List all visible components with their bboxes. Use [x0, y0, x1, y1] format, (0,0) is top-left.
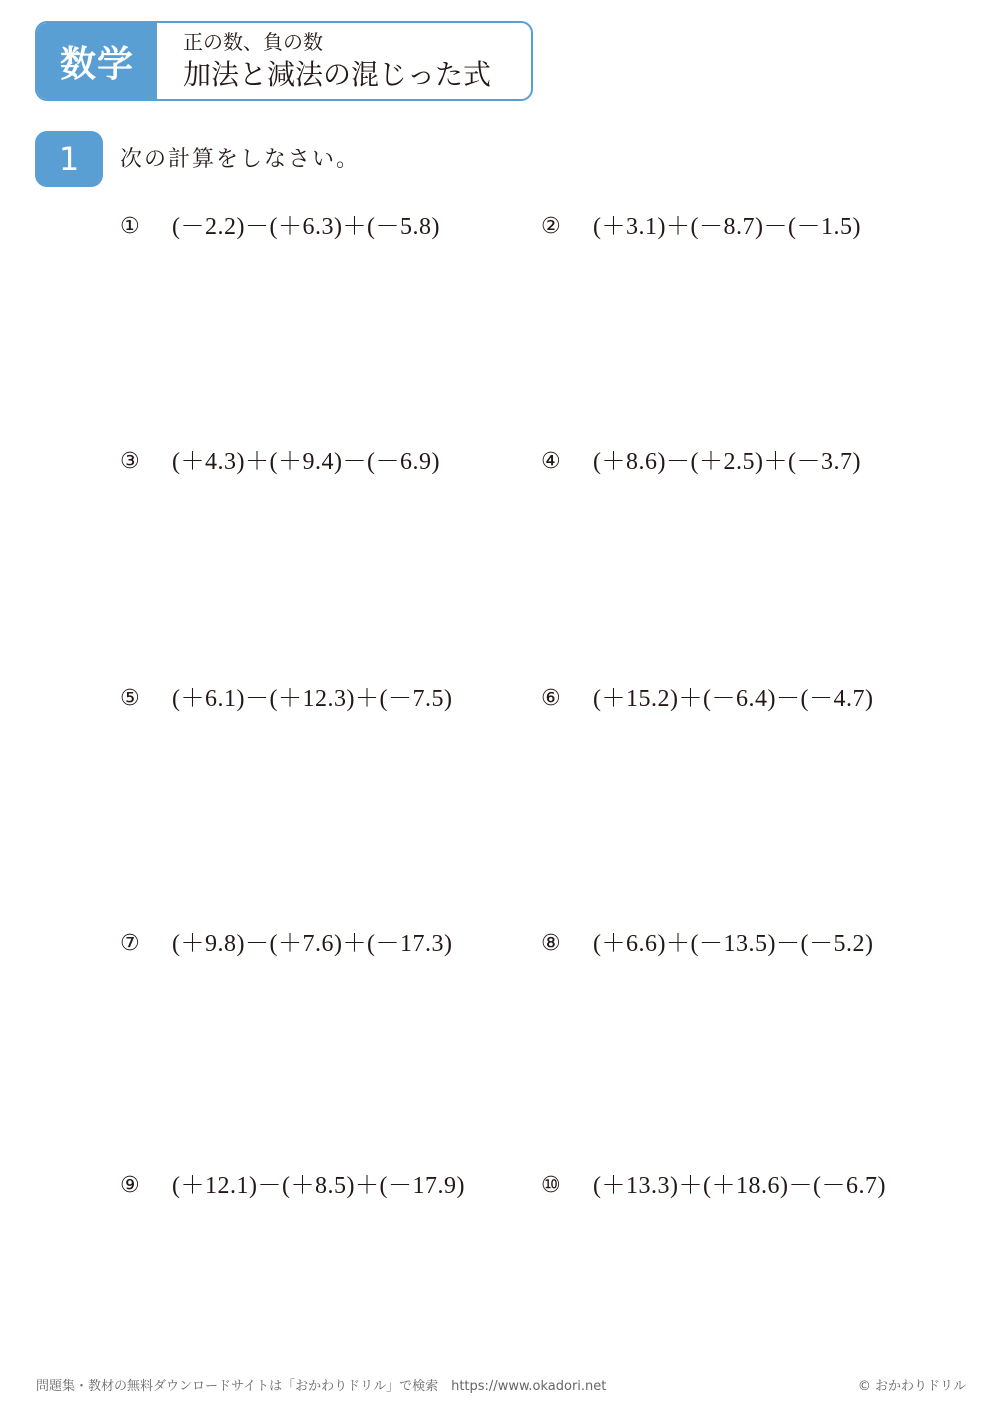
problem-expression: (＋9.8)－(＋7.6)＋(－17.3): [172, 931, 453, 957]
problem-number: ⑨: [120, 1173, 140, 1198]
worksheet-title: 加法と減法の混じった式: [183, 58, 492, 91]
problem-expression: (＋8.6)－(＋2.5)＋(－3.7): [593, 449, 861, 475]
unit-subtitle: 正の数、負の数: [183, 30, 323, 54]
worksheet-header: [35, 21, 533, 101]
problem-expression: (＋3.1)＋(－8.7)－(－1.5): [593, 214, 861, 240]
footer-site-note: 問題集・教材の無料ダウンロードサイトは「おかわりドリル」で検索 https://www.okadori.net: [36, 1379, 607, 1394]
problem-expression: (＋6.1)－(＋12.3)＋(－7.5): [172, 686, 453, 712]
problem-number: ⑦: [120, 931, 140, 956]
problem-number: ⑤: [120, 686, 140, 711]
problem-number: ⑥: [541, 686, 561, 711]
problem-number: ③: [120, 449, 140, 474]
problem-expression: (＋4.3)＋(＋9.4)－(－6.9): [172, 449, 440, 475]
section-instruction: 次の計算をしなさい。: [120, 147, 361, 172]
problem-number: ⑩: [541, 1173, 561, 1198]
problem-number: ④: [541, 449, 561, 474]
problem-number: ②: [541, 214, 561, 239]
problem-expression: (＋13.3)＋(＋18.6)－(－6.7): [593, 1173, 886, 1199]
problem-expression: (＋6.6)＋(－13.5)－(－5.2): [593, 931, 874, 957]
problem-number: ⑧: [541, 931, 561, 956]
section-number-badge: 1: [35, 131, 103, 187]
problem-number: ①: [120, 214, 140, 239]
problem-expression: (－2.2)－(＋6.3)＋(－5.8): [172, 214, 440, 240]
problem-expression: (＋12.1)－(＋8.5)＋(－17.9): [172, 1173, 465, 1199]
problem-expression: (＋15.2)＋(－6.4)－(－4.7): [593, 686, 874, 712]
footer-copyright: © おかわりドリル: [857, 1379, 966, 1394]
subject-label: 数学: [37, 23, 157, 99]
